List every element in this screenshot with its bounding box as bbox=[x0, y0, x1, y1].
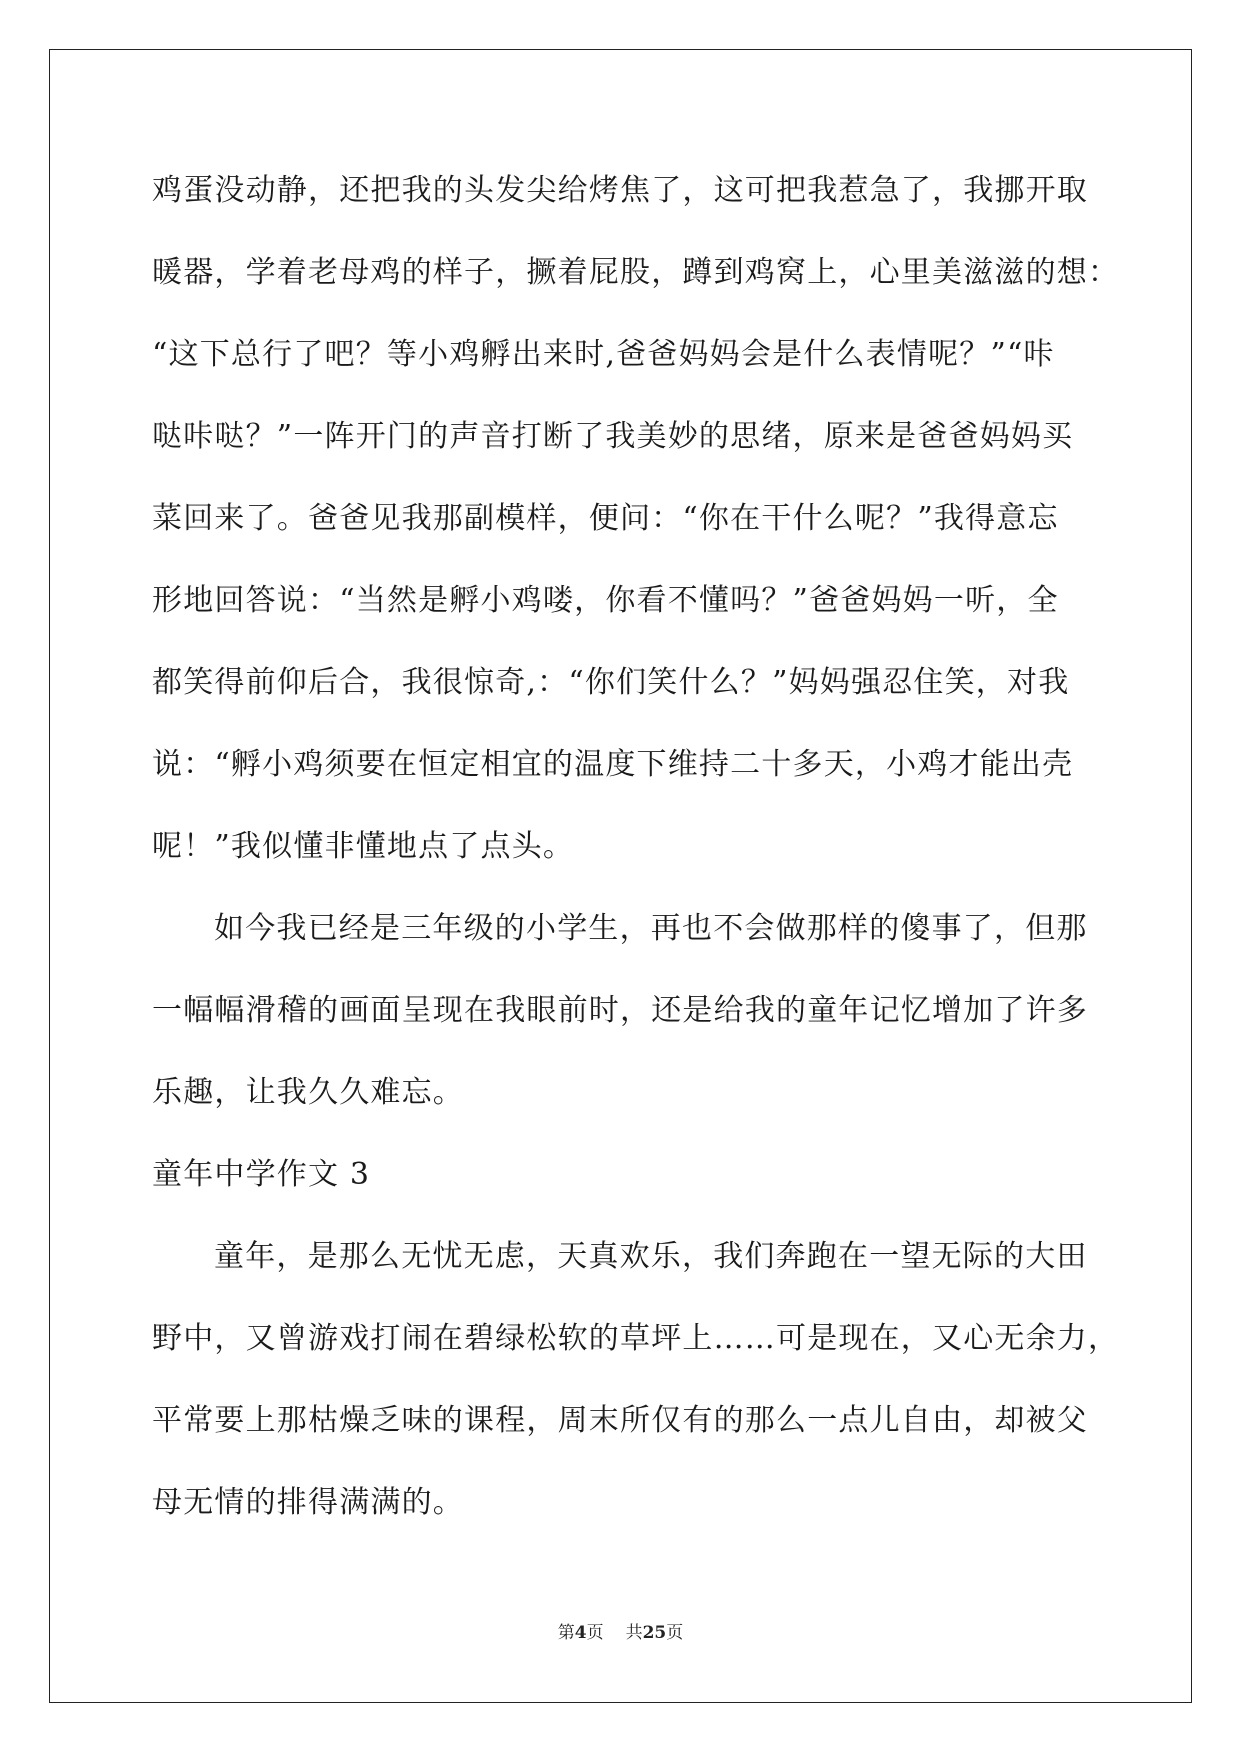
text-line: 说：“孵小鸡须要在恒定相宜的温度下维持二十多天，小鸡才能出壳 bbox=[152, 747, 1074, 782]
text-line: 平常要上那枯燥乏味的课程，周末所仅有的那么一点儿自由，却被父 bbox=[152, 1403, 1088, 1438]
text-line: 母无情的排得满满的。 bbox=[152, 1485, 464, 1520]
text-line: “这下总行了吧？等小鸡孵出来时,爸爸妈妈会是什么表情呢？”“咔 bbox=[152, 337, 1055, 372]
text-line: 乐趣，让我久久难忘。 bbox=[152, 1075, 464, 1110]
text-line: 菜回来了。爸爸见我那副模样，便问：“你在干什么呢？”我得意忘 bbox=[152, 501, 1059, 536]
text-line: 童年，是那么无忧无虑，天真欢乐，我们奔跑在一望无际的大田 bbox=[214, 1239, 1088, 1274]
text-line: 哒咔哒？”一阵开门的声音打断了我美妙的思绪，原来是爸爸妈妈买 bbox=[152, 419, 1074, 454]
text-line: 都笑得前仰后合，我很惊奇,：“你们笑什么？”妈妈强忍住笑，对我 bbox=[152, 665, 1070, 700]
page-suffix: 页 bbox=[586, 1623, 604, 1643]
text-line: 鸡蛋没动静，还把我的头发尖给烤焦了，这可把我惹急了，我挪开取 bbox=[152, 173, 1088, 208]
text-line: 一幅幅滑稽的画面呈现在我眼前时，还是给我的童年记忆增加了许多 bbox=[152, 993, 1088, 1028]
page-prefix: 第 bbox=[557, 1623, 575, 1643]
text-line: 暖器，学着老母鸡的样子，撅着屁股，蹲到鸡窝上，心里美滋滋的想： bbox=[152, 255, 1120, 290]
page-number: 4 bbox=[574, 1623, 587, 1643]
total-pages: 25 bbox=[642, 1623, 667, 1643]
text-line: 呢！”我似懂非懂地点了点头。 bbox=[152, 829, 575, 864]
text-line: 形地回答说：“当然是孵小鸡喽，你看不懂吗？”爸爸妈妈一听，全 bbox=[152, 583, 1059, 618]
page-footer bbox=[0, 1618, 1241, 1643]
text-line: 野中，又曾游戏打闹在碧绿松软的草坪上……可是现在，又心无余力， bbox=[152, 1321, 1120, 1356]
document-body bbox=[152, 166, 1120, 1560]
text-line: 如今我已经是三年级的小学生，再也不会做那样的傻事了，但那 bbox=[214, 911, 1088, 946]
total-suffix: 页 bbox=[666, 1623, 684, 1643]
text-line: 童年中学作文 3 bbox=[152, 1157, 371, 1192]
total-prefix: 共 bbox=[625, 1623, 643, 1643]
